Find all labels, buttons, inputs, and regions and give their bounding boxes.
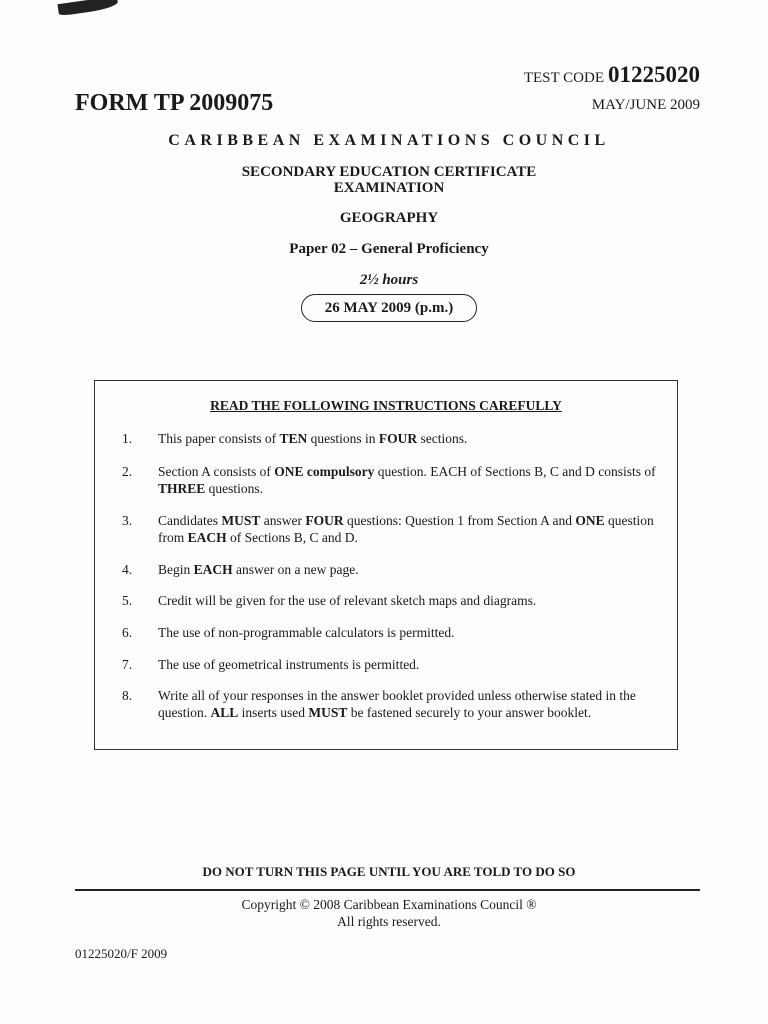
instruction-number: 4. — [122, 562, 133, 577]
instruction-item — [122, 687, 662, 721]
instruction-text: Write all of your responses in the answer booklet provided unless otherwise stated in the question. ALL inserts used MUST be fastened securely to your answer booklet. — [158, 688, 636, 720]
instruction-number: 3. — [122, 513, 133, 528]
council-name: CARIBBEAN EXAMINATIONS COUNCIL — [168, 132, 610, 149]
scan-smudge — [57, 0, 118, 16]
instruction-number: 1. — [122, 431, 133, 446]
instruction-number: 5. — [122, 593, 133, 608]
copyright-notice — [0, 896, 768, 930]
exam-duration: 2½ hours — [359, 272, 419, 288]
instruction-text: Candidates MUST answer FOUR questions: Question 1 from Section A and ONE question from EACH of Sections B, C and D. — [158, 513, 654, 545]
instruction-number: 6. — [122, 625, 133, 640]
exam-title-line2: EXAMINATION — [333, 180, 445, 196]
instruction-number: 8. — [122, 688, 133, 703]
instruction-text: The use of non-programmable calculators is permitted. — [158, 625, 455, 640]
instruction-text: The use of geometrical instruments is permitted. — [158, 657, 420, 672]
test-code-label: TEST CODE — [523, 70, 604, 86]
exam-session: MAY/JUNE 2009 — [591, 97, 700, 113]
copyright-line1: Copyright © 2008 Caribbean Examinations Council ® — [241, 897, 537, 912]
do-not-turn-warning: DO NOT TURN THIS PAGE UNTIL YOU ARE TOLD TO DO SO — [202, 864, 576, 879]
instruction-number: 2. — [122, 464, 133, 479]
instruction-item — [122, 463, 662, 497]
instruction-number: 7. — [122, 657, 133, 672]
exam-date: 26 MAY 2009 (p.m.) — [301, 294, 477, 322]
subject-title: GEOGRAPHY — [339, 210, 439, 226]
instruction-item — [122, 592, 662, 609]
instruction-item — [122, 561, 662, 578]
instruction-text: Section A consists of ONE compulsory question. EACH of Sections B, C and D consists of THREE questions. — [158, 464, 656, 496]
instruction-item — [122, 656, 662, 673]
instruction-item — [122, 512, 662, 546]
instruction-item — [122, 430, 662, 447]
instructions-heading: READ THE FOLLOWING INSTRUCTIONS CAREFULLY — [210, 398, 562, 413]
instruction-text: Credit will be given for the use of relevant sketch maps and diagrams. — [158, 593, 537, 608]
instruction-item — [122, 624, 662, 641]
test-code-value: 01225020 — [608, 62, 700, 87]
instruction-text: Begin EACH answer on a new page. — [158, 562, 359, 577]
copyright-line2: All rights reserved. — [337, 914, 441, 929]
paper-title: Paper 02 – General Proficiency — [289, 241, 489, 257]
test-code — [524, 62, 700, 88]
divider-rule — [75, 889, 700, 891]
exam-title-line1: SECONDARY EDUCATION CERTIFICATE — [241, 164, 537, 180]
instruction-text: This paper consists of TEN questions in FOUR sections. — [158, 431, 468, 446]
document-code: 01225020/F 2009 — [75, 946, 168, 961]
form-number: FORM TP 2009075 — [75, 90, 274, 116]
